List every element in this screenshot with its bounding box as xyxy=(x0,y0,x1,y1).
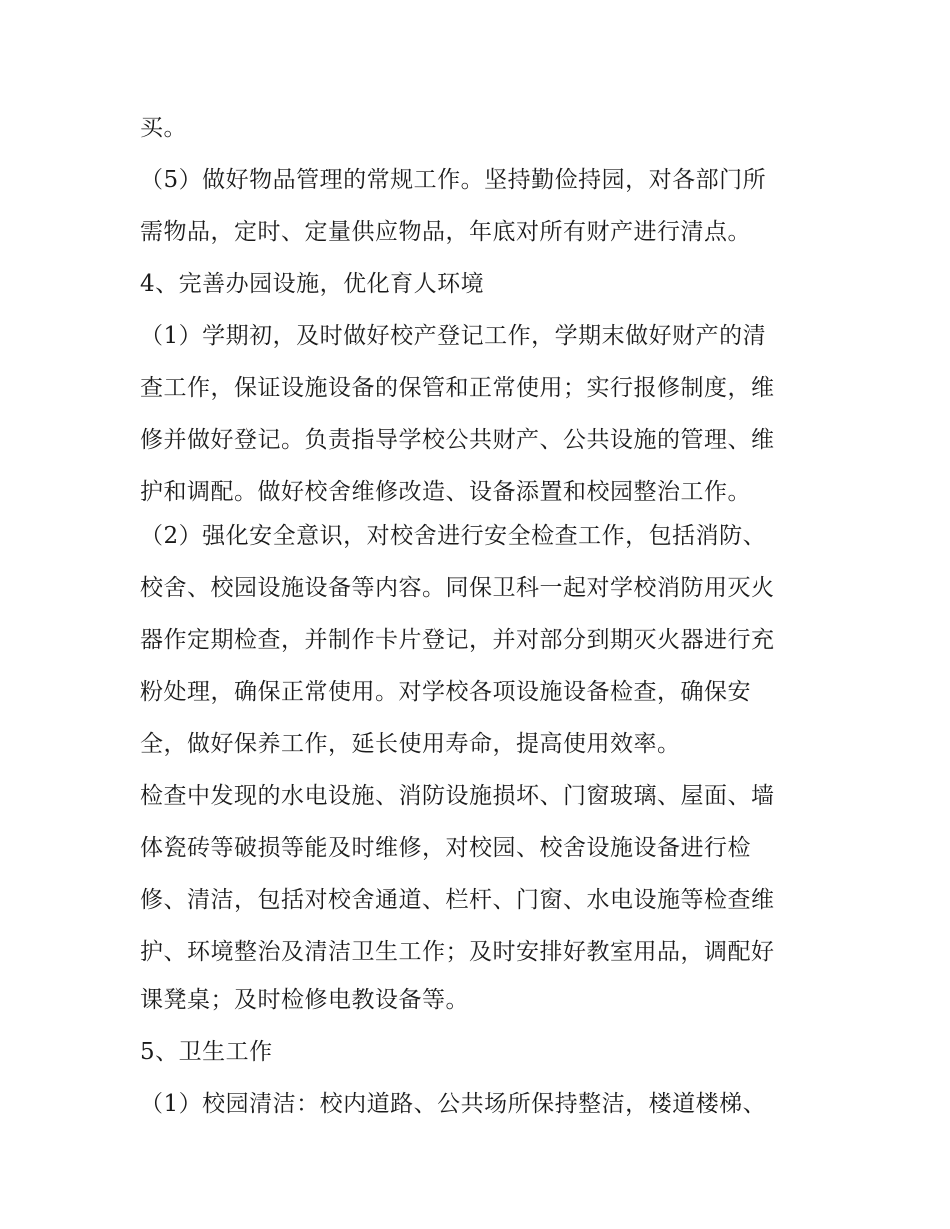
text-line: 护、环境整治及清洁卫生工作；及时安排好教室用品，调配好 xyxy=(140,939,775,965)
text-line: 体瓷砖等破损等能及时维修，对校园、校舍设施设备进行检 xyxy=(140,835,751,861)
text-line: 需物品，定时、定量供应物品，年底对所有财产进行清点。 xyxy=(140,219,751,245)
section-heading: 5、卫生工作 xyxy=(140,1039,273,1065)
text-line: （1）校园清洁：校内道路、公共场所保持整洁，楼道楼梯、 xyxy=(140,1091,767,1117)
text-line: 护和调配。做好校舍维修改造、设备添置和校园整治工作。 xyxy=(140,479,751,505)
text-line: 修并做好登记。负责指导学校公共财产、公共设施的管理、维 xyxy=(140,427,775,453)
text-line: （1）学期初，及时做好校产登记工作，学期末做好财产的清 xyxy=(140,323,767,349)
text-line: 全，做好保养工作，延长使用寿命，提高使用效率。 xyxy=(140,731,681,757)
text-line: 校舍、校园设施设备等内容。同保卫科一起对学校消防用灭火 xyxy=(140,575,775,601)
section-heading: 4、完善办园设施，优化育人环境 xyxy=(140,271,485,297)
text-line: 修、清洁，包括对校舍通道、栏杆、门窗、水电设施等检查维 xyxy=(140,887,775,913)
text-line: 器作定期检查，并制作卡片登记，并对部分到期灭火器进行充 xyxy=(140,627,775,653)
text-line: 粉处理，确保正常使用。对学校各项设施设备检查，确保安 xyxy=(140,679,751,705)
text-line: 检查中发现的水电设施、消防设施损坏、门窗玻璃、屋面、墙 xyxy=(140,783,775,809)
text-line: 课凳桌；及时检修电教设备等。 xyxy=(140,987,469,1013)
text-line: （5）做好物品管理的常规工作。坚持勤俭持园，对各部门所 xyxy=(140,167,767,193)
text-line: 查工作，保证设施设备的保管和正常使用；实行报修制度，维 xyxy=(140,375,775,401)
text-line: （2）强化安全意识，对校舍进行安全检查工作，包括消防、 xyxy=(140,523,767,549)
text-line: 买。 xyxy=(140,115,187,141)
